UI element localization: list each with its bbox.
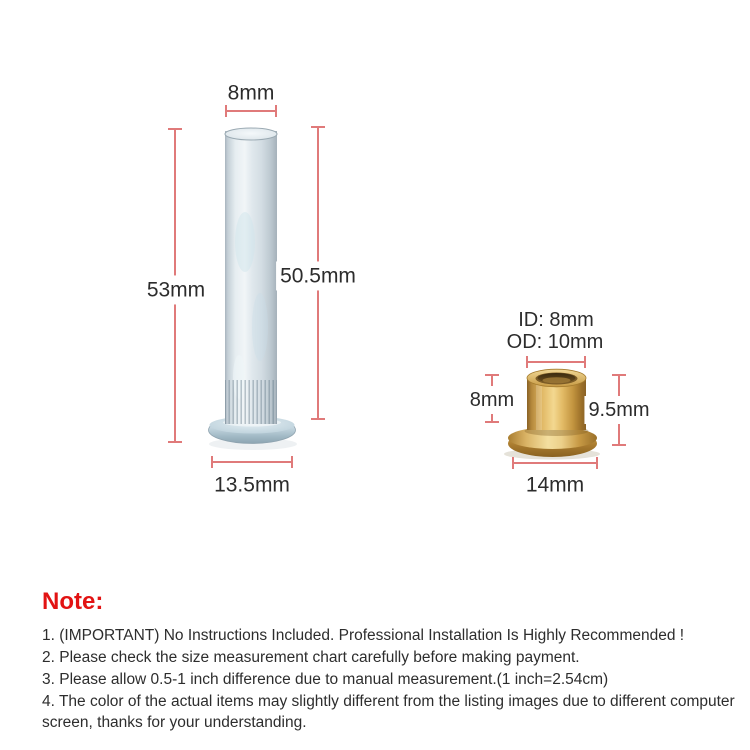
bushing-outer-diameter-dimline (526, 361, 586, 363)
pin-head-width-label: 13.5mm (214, 473, 290, 497)
bushing-flange-width-dimline (512, 462, 598, 464)
bushing-flange-width-label: 14mm (525, 473, 585, 497)
pin-overall-length-label: 53mm (143, 275, 209, 304)
note-item-2: 2. Please check the size measurement chart carefully before making payment. (42, 648, 580, 666)
bushing-body-height-label: 8mm (466, 386, 518, 414)
pin-shaft-length-label: 50.5mm (276, 261, 360, 290)
note-item-3: 3. Please allow 0.5-1 inch difference due to manual measurement.(1 inch=2.54cm) (42, 670, 609, 688)
bushing-overall-height-label: 9.5mm (584, 396, 653, 424)
notes-section (42, 588, 744, 734)
pin-top-width-label: 8mm (227, 81, 275, 105)
note-item-4: 4. The color of the actual items may slightly different from the listing images due to different computer screen, thanks for your understanding. (42, 692, 735, 731)
bushing-outer-diameter-label: OD: 10mm (506, 331, 604, 353)
pin-top-width-dimline (225, 110, 277, 112)
note-item-1: 1. (IMPORTANT) No Instructions Included. Professional Installation Is Highly Recommended ! (42, 626, 685, 644)
notes-heading: Note: (42, 588, 104, 615)
pin-head-width-dimline (211, 461, 293, 463)
bushing-inner-diameter-label: ID: 8mm (518, 309, 594, 331)
